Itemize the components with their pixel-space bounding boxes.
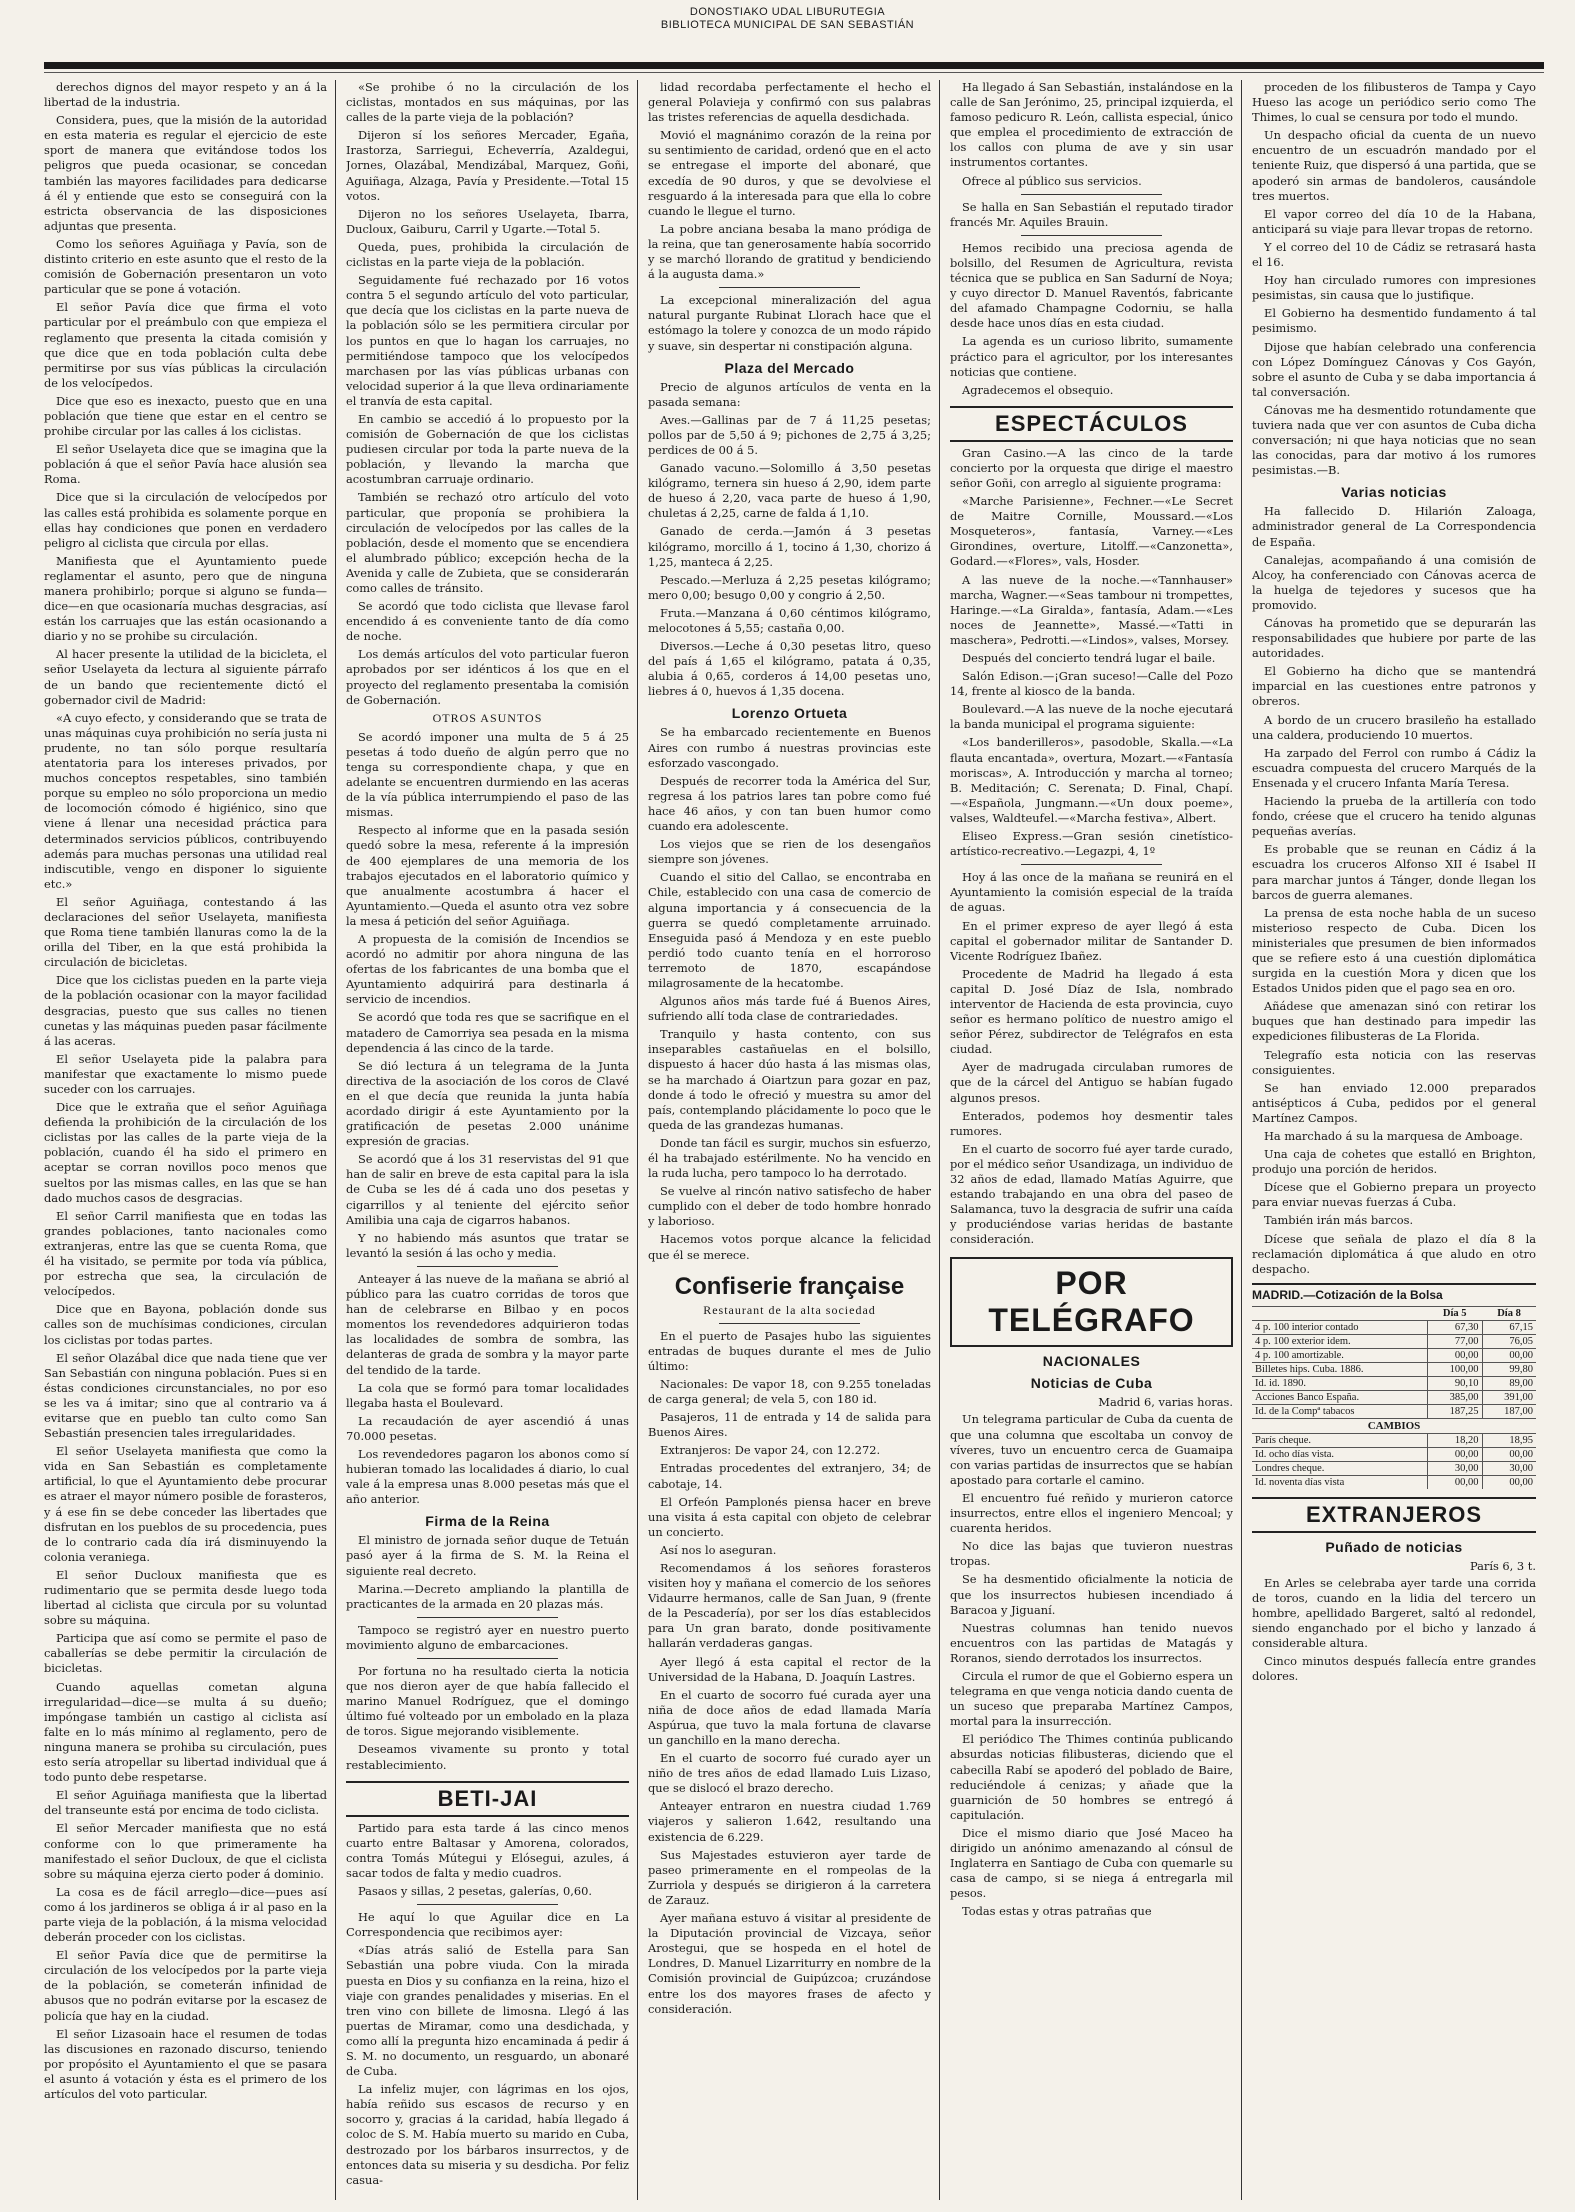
- paragraph: La agenda es un curioso librito, sumamente práctico para el agricultor, por los interesantes noticias que contiene.: [950, 334, 1233, 379]
- paragraph: Fruta.—Manzana á 0,60 céntimos kilógramo, melocotones á 5,55; castaña 0,00.: [648, 605, 931, 635]
- bolsa-row: [1252, 1461, 1536, 1475]
- paragraph: Dice el mismo diario que José Maceo ha dirigido un anónimo amenazando al cónsul de Inglaterra en Santiago de Cuba con quemarle su casa de campo, si se niega á entregarla mil pesos.: [950, 1825, 1233, 1901]
- paragraph: Se acordó que á los 31 reservistas del 91 que han de salir en breve de esta capital para la isla de Cuba se les dé á cada uno dos pesetas y cigarrillos y al teniente del ejército señor Amilibia una caja de cigarros habanos.: [346, 1152, 629, 1227]
- paragraph: derechos dignos del mayor respeto y an á la libertad de la industria.: [44, 80, 327, 110]
- paragraph: La infeliz mujer, con lágrimas en los ojos, había reñido sus escasos de recurso y en socorro y, gracias á la caridad, había llegado á coloc de S. M. Había muerto su marido en Cuba, destrozado por los bárbaros insurrectos, y de entonces data su miseria y su desdicha. Por feliz casua-: [346, 2082, 629, 2187]
- bolsa-row-value: 00,00: [1427, 1475, 1482, 1489]
- ad-confiserie-francaise: Confiserie française: [674, 1272, 905, 1300]
- paragraph: Dice que le extraña que el señor Aguiñaga defienda la prohibición de la circulación de los ciclistas por las calles de la parte vieja de la población, cuando él ha sido el primero en aceptar se corran novillos poco menos que sueltos por las mismas calles, en las que se han dado muchos casos de desgracias.: [44, 1100, 327, 1205]
- library-name-basque: DONOSTIAKO UDAL LIBURUTEGIA: [689, 6, 886, 18]
- paragraph: Cánovas me ha desmentido rotundamente que tuviera nada que ver con asuntos de Cuba dicha conversación; ni que haya noticias que no sean las conocidas, para dar motivo á los rumores pesimistas.—B.: [1252, 402, 1536, 478]
- paragraph: También se rechazó otro artículo del voto particular, que proponía se prohibiera la circulación de velocípedos por las calles de la población, desde el momento que se encendiera el alumbrado público; excepción hecha de la Avenida y calle de Zubieta, que se considerarán como calles de tránsito.: [346, 490, 629, 595]
- heading-plaza-mercado: Plaza del Mercado: [724, 359, 855, 376]
- paragraph: Ha zarpado del Ferrol con rumbo á Cádiz la escuadra compuesta del crucero Marqués de la Ensenada y el crucero Infanta María Teresa.: [1252, 745, 1536, 790]
- ad-confiserie-subtitle: Restaurant de la alta sociedad: [703, 1302, 876, 1317]
- paragraph: He aquí lo que Aguilar dice en La Correspondencia que recibimos ayer:: [346, 1910, 629, 1940]
- paragraph: La cola que se formó para tomar localidades llegaba hasta el Boulevard.: [346, 1380, 629, 1410]
- paragraph: Se ha embarcado recientemente en Buenos Aires con rumbo á nuestras provincias este esforzado vascongado.: [648, 725, 931, 770]
- paragraph: «Los banderilleros», pasodoble, Skalla.—«La flauta encantada», overtura, Mozart.—«Fantasía moriscas», A. Introducción y marcha al torneo; B. Meditación; C. Serenata; D. Final, Chapí.—«Española, Jungmann.—«Un doux poeme», valses, Waldteufel.—«Marcha festiva», Albert.: [950, 735, 1233, 825]
- bolsa-row: [1252, 1475, 1536, 1489]
- paragraph: «Días atrás salió de Estella para San Sebastián una pobre viuda. Con la mirada puesta en Dios y su confianza en la reina, hizo el viaje con grandes penalidades y miserias. En el tren vino con billete de limosna. Llegó á las puertas de Miramar, como una desdichada, y como allí la pregunta hizo encaminada á pedir á S. M. no documento, un resguardo, un abonaré de Cuba.: [346, 1943, 629, 2079]
- paragraph: Al hacer presente la utilidad de la bicicleta, el señor Uselayeta da lectura al siguiente párrafo de un bando que recientemente dictó el gobernador civil de Madrid:: [44, 647, 327, 707]
- paragraph: Queda, pues, prohibida la circulación de ciclistas en la parte vieja de la población.: [346, 239, 629, 270]
- paragraph: Movió el magnánimo corazón de la reina por su sentimiento de caridad, ordenó que en el acto se entregase el importe del abonaré, que excedía de 90 duros, y que se devolviese el resguardo á la interesada para que ella lo cobre cuando le llegue el turno.: [648, 128, 931, 218]
- paragraph: El señor Uselayeta manifiesta que como la vida en San Sebastián es completamente artificial, lo que el Ayuntamiento debe procurar es atraer el mayor número posible de forasteros, y á ese fin se debe conceder las libertades que disfrutan en los pueblos de su procedencia, pues de lo contrario cada día irá disminuyendo la colonia veraniega.: [44, 1444, 327, 1564]
- bolsa-row-value: 00,00: [1427, 1447, 1482, 1461]
- paragraph: lidad recordaba perfectamente el hecho el general Polavieja y confirmó con sus palabras las tristes referencias de aquella desdichada.: [648, 80, 931, 125]
- top-rule: [44, 62, 1544, 69]
- paragraph: El señor Carril manifiesta que en todas las grandes poblaciones, tanto nacionales como extranjeras, entre las que se cuenta Roma, que él ha visitado, se permite por toda vía pública, por estrecha que sea, la circulación de velocípedos.: [44, 1208, 327, 1299]
- bolsa-row: [1252, 1390, 1536, 1404]
- paragraph: Agradecemos el obsequio.: [962, 382, 1114, 397]
- paragraph: Es probable que se reunan en Cádiz á la escuadra los cruceros Alfonso XII é Isabel II para marchar juntos á Tánger, donde llegan los barcos de guerra alemanes.: [1252, 842, 1536, 902]
- bolsa-row-value: 18,20: [1427, 1433, 1482, 1447]
- bolsa-header-day5: Día 5: [1427, 1306, 1482, 1320]
- paragraph: proceden de los filibusteros de Tampa y Cayo Hueso las acoge un periódico serio como The Thimes, lo cual se censura por todo el mundo.: [1252, 80, 1536, 125]
- separator: [1021, 235, 1163, 236]
- paragraph: Añádese que amenazan sinó con retirar los buques que han destinado para impedir las expediciones filibusteras de La Florida.: [1252, 999, 1536, 1044]
- column-4: [950, 80, 1242, 2200]
- paragraph: Nuestras columnas han tenido nuevos encuentros con las partidas de Matagás y Roranos, siendo derrotados los insurrectos.: [950, 1620, 1233, 1665]
- bolsa-row-label: París cheque.: [1252, 1433, 1427, 1447]
- bolsa-row-value: 77,00: [1427, 1334, 1482, 1348]
- paragraph: Participa que así como se permite el paso de caballerías se debe permitir la circulación de bicicletas.: [44, 1631, 327, 1676]
- bolsa-row-value: 30,00: [1427, 1461, 1482, 1475]
- bolsa-row-value: 89,00: [1482, 1376, 1536, 1390]
- paragraph: Ganado vacuno.—Solomillo á 3,50 pesetas kilógramo, ternera sin hueso á 2,90, idem parte de hueso á 2,20, vaca parte de hueso á 1,90, chuletas á 2,25, carne de falda á 1,10.: [648, 461, 931, 521]
- paragraph: Por fortuna no ha resultado cierta la noticia que nos dieron ayer de que había fallecido el marino Manuel Rodríguez, que el domingo último fué volteado por un embolado en la plaza de toros. Sigue mejorando visiblemente.: [346, 1664, 629, 1739]
- paragraph: El señor Pavía dice que firma el voto particular por el preámbulo con que empieza el reglamento que presenta la citada comisión y que dice que en toda población culta debe permitirse por sus vías públicas la circulación de los velocípedos.: [44, 300, 327, 390]
- bolsa-row: [1252, 1362, 1536, 1376]
- paragraph: Haciendo la prueba de la artillería con todo fondo, créese que el crucero ha tenido algunas pequeñas averías.: [1252, 794, 1536, 839]
- paragraph: Eliseo Express.—Gran sesión cinetístico-artístico-recreativo.—Legazpi, 4, 1º: [950, 829, 1233, 859]
- paragraph: Dícese que señala de plazo el día 8 la reclamación diplomática á que aludo en otro despacho.: [1252, 1231, 1536, 1276]
- dateline: Madrid 6, varias horas.: [1098, 1395, 1233, 1410]
- paragraph: Un telegrama particular de Cuba da cuenta de que una columna que escoltaba un convoy de víveres, tuvo un encuentro cerca de Guamaipa con varias partidas de insurrectos que se habían apostado para cortarle el camino.: [950, 1412, 1233, 1487]
- paragraph: Circula el rumor de que el Gobierno espera un telegrama en que venga noticia dando cuenta de un suceso que preparaba Martínez Campos, mortal para la insurrección.: [950, 1668, 1233, 1729]
- column-5: [1252, 80, 1544, 2200]
- paragraph: Pasajeros, 11 de entrada y 14 de salida para Buenos Aires.: [648, 1410, 931, 1440]
- paragraph: Extranjeros: De vapor 24, con 12.272.: [660, 1443, 881, 1458]
- bolsa-row: [1252, 1320, 1536, 1334]
- newspaper-page: [44, 80, 1544, 2200]
- paragraph: La cosa es de fácil arreglo—dice—pues así como á los jardineros se obliga á ir al paso en la parte vieja de la población, á la misma velocidad deberán proceder con los ciclistas.: [44, 1884, 327, 1945]
- paragraph: Precio de algunos artículos de venta en la pasada semana:: [648, 379, 931, 409]
- paragraph: Seguidamente fué rechazado por 16 votos contra 5 el segundo artículo del voto particular, que decía que los ciclistas en la parte nueva de la población sólo se les permitiera circular por los puntos en que lo hagan los carruajes, no permitiéndose tampoco que los velocípedos marchasen por las vías públicas urbanas con velocidad superior á la que lleva ordinariamente el tranvía de esta capital.: [346, 273, 629, 408]
- paragraph: Se dió lectura á un telegrama de la Junta directiva de la asociación de los coros de Clavé en el que decía que reunida la junta había acordado dirigir á este Ayuntamiento por la gratificación de pesetas 2.000 unánime expresión de gracias.: [346, 1058, 629, 1149]
- paragraph: Se acordó imponer una multa de 5 á 25 pesetas á todo dueño de algún perro que no tenga su correspondiente chapa, y que en adelante se encuentren durmiendo en las aceras de la vía pública interrumpiendo el paso de las mismas.: [346, 729, 629, 820]
- paragraph: No dice las bajas que tuvieron nuestras tropas.: [950, 1539, 1233, 1569]
- dateline: París 6, 3 t.: [1469, 1558, 1536, 1573]
- paragraph: También irán más barcos.: [1264, 1213, 1414, 1228]
- paragraph: El Gobierno ha dicho que se mantendrá imparcial en las cuestiones entre patronos y obreros.: [1252, 664, 1536, 709]
- paragraph: Dijeron sí los señores Mercader, Egaña, Irastorza, Sarriegui, Echeverría, Azaldegui, Jornes, Olazábal, Mendizábal, Marquez, Goñi, Aguiñaga, Alzaga, Pavía y Presidente.—Total 15 votos.: [346, 128, 629, 203]
- cambios-heading: CAMBIOS: [1252, 1418, 1536, 1433]
- paragraph: Cuando el sitio del Callao, se encontraba en Chile, establecido con una casa de comercio de alguna importancia y á consecuencia de la guerra se quedó completamente arruinado. Enseguida pasó á Mendoza y en este pueblo perdió todo cuanto tenía en el horroroso terremoto de 1870, escapándose milagrosamente de la hecatombe.: [648, 870, 931, 990]
- bolsa-row: [1252, 1376, 1536, 1390]
- paragraph: Hoy á las once de la mañana se reunirá en el Ayuntamiento la comisión especial de la traída de aguas.: [950, 870, 1233, 915]
- paragraph: Salón Edison.—¡Gran suceso!—Calle del Pozo 14, frente al kiosco de la banda.: [950, 669, 1233, 699]
- library-name-spanish: BIBLIOTECA MUNICIPAL DE SAN SEBASTIÁN: [660, 19, 915, 31]
- paragraph: Anteayer entraron en nuestra ciudad 1.769 viajeros y salieron 1.642, resultando una existencia de 6.229.: [648, 1799, 931, 1844]
- paragraph: A bordo de un crucero brasileño ha estallado una caldera, produciendo 10 muertos.: [1252, 712, 1536, 742]
- paragraph: Boulevard.—A las nueve de la noche ejecutará la banda municipal el programa siguiente:: [950, 702, 1233, 732]
- paragraph: «A cuyo efecto, y considerando que se trata de unas máquinas cuya prohibición no sería justa ni prudente, no tan sólo porque resultaría atentatoria para los intereses privados, por muchos conceptos respetables, sino también porque su empleo no sólo proporciona un medio de locomoción cómodo é higiénico, sino que viene á llenar una necesidad práctica para determinados servicios públicos, contribuyendo además para muchas personas una utilidad real indiscutible, vengo en disponer lo siguiente etc.»: [44, 710, 327, 891]
- bolsa-header-blank: [1252, 1306, 1427, 1320]
- heading-noticias-cuba: Noticias de Cuba: [1030, 1375, 1153, 1392]
- paragraph: Hoy han circulado rumores con impresiones pesimistas, sin causa que lo justifique.: [1252, 273, 1536, 303]
- paragraph: La recaudación de ayer ascendió á unas 70.000 pesetas.: [346, 1413, 629, 1443]
- paragraph: Dice que eso es inexacto, puesto que en una población que tiene que estar en el centro se prohibe circular por las calles á los ciclistas.: [44, 393, 327, 439]
- bolsa-row-value: 187,00: [1482, 1404, 1536, 1418]
- bolsa-row-label: Id. ocho días vista.: [1252, 1447, 1427, 1461]
- paragraph: Como los señores Aguiñaga y Pavía, son de distinto criterio en este asunto que el resto de la comisión de Gobernación presentaron un voto particular que se pone á votación.: [44, 236, 327, 297]
- heading-punado-noticias: Puñado de noticias: [1325, 1538, 1463, 1555]
- bolsa-row-value: 67,15: [1482, 1320, 1536, 1334]
- paragraph: El señor Aguiñaga manifiesta que la libertad del transeunte está por encima de todo ciclista.: [44, 1788, 327, 1818]
- separator: [719, 1323, 861, 1324]
- heading-espectaculos: ESPECTÁCULOS: [950, 406, 1233, 442]
- paragraph: El señor Uselayeta pide la palabra para manifestar que exactamente lo mismo puede suceder con los carruajes.: [44, 1051, 327, 1096]
- bolsa-row-label: Id. de la Compª tabacos: [1252, 1404, 1427, 1418]
- paragraph: Ha llegado á San Sebastián, instalándose en la calle de San Jerónimo, 25, principal izquierda, el famoso pedicuro R. León, callista especial, único que emplea el procedimiento de extracción de los callos con pluma de ave y sin usar instrumentos cortantes.: [950, 80, 1233, 170]
- paragraph: La excepcional mineralización del agua natural purgante Rubinat Llorach hace que el estómago la tolere y conozca de un modo rápido y suave, sin despertar ni constipación alguna.: [648, 293, 931, 353]
- bolsa-row-label: 4 p. 100 exterior idem.: [1252, 1334, 1427, 1348]
- bolsa-row-label: Acciones Banco España.: [1252, 1390, 1427, 1404]
- paragraph: El señor Olazábal dice que nada tiene que ver San Sebastián con ninguna población. Pues si en éstas condiciones circunstanciales, no por eso se les va á imitar; sino que al contrario va á evitarse que en pueblo tan culto como San Sebastián presencien tales irregularidades.: [44, 1350, 327, 1441]
- paragraph: El señor Uselayeta dice que se imagina que la población á que el señor Pavía hace alusión sea Roma.: [44, 442, 327, 487]
- heading-nacionales: NACIONALES: [1042, 1353, 1141, 1370]
- paragraph: Recomendamos á los señores forasteros visiten hoy y mañana el comercio de los señores Vidaurre hermanos, calle de San Juan, 9 (frente de la Pescadería), por ser los días establecidos para Un gran barato, donde positivamente hallarán verdaderas gangas.: [648, 1560, 931, 1651]
- paragraph: Ha marchado á su la marquesa de Amboage.: [1264, 1129, 1523, 1143]
- paragraph: Y no habiendo más asuntos que tratar se levantó la sesión á las ocho y media.: [346, 1230, 629, 1260]
- bolsa-row-value: 67,30: [1427, 1320, 1482, 1334]
- paragraph: Anteayer á las nueve de la mañana se abrió al público para las cuatro corridas de toros que han de celebrarse en Bilbao y en pocos momentos los revendedores adquirieron todas las localidades de sombra de sombra, las delanteras de grada de sombra y la mayor parte del tendido de la tarde.: [346, 1271, 629, 1377]
- bolsa-row-value: 187,25: [1427, 1404, 1482, 1418]
- paragraph: Canalejas, acompañando á una comisión de Alcoy, ha conferenciado con Cánovas acerca de la huelga de tejedores y sucesos que ha promovido.: [1252, 552, 1536, 612]
- paragraph: Dice que los ciclistas pueden en la parte vieja de la población ocasionar con la mayor facilidad desgracias, puesto que sus calles no tienen cunetas y las máquinas pueden pasar fácilmente á las aceras.: [44, 973, 327, 1048]
- paragraph: El encuentro fué reñido y murieron catorce insurrectos, entre ellos el ingeniero Mencoal; y cuarenta heridos.: [950, 1490, 1233, 1536]
- paragraph: La prensa de esta noche habla de un suceso misterioso respecto de Cuba. Dicen los ministeriales que presumen de bien informados que se refiere esto á una cuestión diplomática surgida en la cuestión Mora y dicen que los Estados Unidos piden que el pago sea en oro.: [1252, 905, 1536, 996]
- bolsa-row-value: 90,10: [1427, 1376, 1482, 1390]
- paragraph: Después del concierto tendrá lugar el baile.: [962, 651, 1216, 665]
- paragraph: En Arles se celebraba ayer tarde una corrida de toros, cuando en la lidia del tercero un hombre, apellidado Bargeret, saltó al redondel, siendo enganchado por el bicho y lanzado á considerable altura.: [1252, 1575, 1536, 1651]
- bolsa-row: [1252, 1404, 1536, 1418]
- paragraph: Respecto al informe que en la pasada sesión quedó sobre la mesa, referente á la impresión de 400 ejemplares de una memoria de los trabajos ejecutados en el laboratorio químico y que anualmente acostumbra á hacer el Ayuntamiento.—Queda el asunto otra vez sobre la mesa á petición del señor Aguiñaga.: [346, 823, 629, 928]
- bolsa-row-label: Billetes hips. Cuba. 1886.: [1252, 1362, 1427, 1376]
- paragraph: Marina.—Decreto ampliando la plantilla de practicantes de la armada en 20 plazas más.: [346, 1581, 629, 1611]
- paragraph: Dijose que habían celebrado una conferencia con López Domínguez Cánovas y Cos Gayón, sobre el asunto de Cuba y se daba importancia á tal conversación.: [1252, 339, 1536, 399]
- paragraph: Dijeron no los señores Uselayeta, Ibarra, Ducloux, Gaiburu, Carril y Ugarte.—Total 5.: [346, 206, 629, 236]
- paragraph: Ha fallecido D. Hilarión Zaloaga, administrador general de La Correspondencia de España.: [1252, 504, 1536, 549]
- heading-lorenzo-ortueta: Lorenzo Ortueta: [731, 705, 848, 722]
- paragraph: Ayer de madrugada circulaban rumores de que de la cárcel del Antiguo se habían fugado algunos presos.: [950, 1060, 1233, 1105]
- paragraph: Los viejos que se rien de los desengaños siempre son jóvenes.: [648, 837, 931, 867]
- bolsa-header-day8: Día 8: [1482, 1306, 1536, 1320]
- paragraph: Enterados, podemos hoy desmentir tales rumores.: [950, 1108, 1233, 1138]
- bolsa-row-value: 391,00: [1482, 1390, 1536, 1404]
- separator: [417, 1266, 559, 1267]
- separator: [719, 287, 861, 288]
- separator: [417, 1904, 559, 1905]
- paragraph: Procedente de Madrid ha llegado á esta capital D. José Díaz de Isla, nombrado interventor de Hacienda de esta provincia, cuyo señor es hermano político de nuestro amigo el señor Pérez, subdirector de Telégrafos en esta ciudad.: [950, 966, 1233, 1057]
- paragraph: El señor Pavía dice que de permitirse la circulación de los velocípedos por la parte vieja de la población, se cometerán infinidad de abusos que no podrán evitarse por la escasez de policía que hay en la ciudad.: [44, 1948, 327, 2023]
- heading-beti-jai: BETI-JAI: [346, 1781, 629, 1817]
- separator: [1021, 864, 1163, 865]
- paragraph: Se acordó que toda res que se sacrifique en el matadero de Camorriya sea pesada en la misma dependencia á las cinco de la tarde.: [346, 1010, 629, 1055]
- paragraph: A propuesta de la comisión de Incendios se acordó no admitir por ahora ninguna de las ofertas de los fabricantes de una bomba que el Ayuntamiento adquirirá para destinarla á servicio de incendios.: [346, 931, 629, 1007]
- paragraph: En el cuarto de socorro fué curada ayer una niña de doce años de edad llamada María Aspúrua, que tuvo la mala fortuna de clavarse un ganchillo en la mano derecha.: [648, 1687, 931, 1747]
- paragraph: Se ha desmentido oficialmente la noticia de que los insurrectos hubiesen incendiado á Baracoa y Jiguaní.: [950, 1572, 1233, 1617]
- library-stamp: [0, 6, 1575, 32]
- paragraph: Dice que en Bayona, población donde sus calles son de muchísimas condiciones, circulan los ciclistas por todas partes.: [44, 1302, 327, 1347]
- bolsa-table: [1252, 1306, 1536, 1489]
- paragraph: En cambio se accedió á lo propuesto por la comisión de Gobernación de que los ciclistas pudiesen circular por toda la parte nueva de la población, y llevando la marcha que acostumbran carruaje ordinario.: [346, 411, 629, 487]
- paragraph: En el primer expreso de ayer llegó á esta capital el gobernador militar de Santander D. Vicente Rodríguez Ibañez.: [950, 918, 1233, 963]
- paragraph: Tranquilo y hasta contento, con sus inseparables castañuelas en el bolsillo, dispuesto á hacer dúo hasta á las mismas olas, se ha marchado á Oiartzun para gozar en paz, donde á todo le ofreció y muestra su amor del país, contemplando plácidamente lo poco que le queda de las grandezas humanas.: [648, 1027, 931, 1132]
- bolsa-row-value: 30,00: [1482, 1461, 1536, 1475]
- paragraph: En el cuarto de socorro fué ayer tarde curado, por el médico señor Usandizaga, un individuo de 32 años de edad, llamado Matías Aguirre, que estando trabajando en una obra del paseo de Salamanca, tuvo la desgracia de sufrir una caída y produciéndose varias heridas de bastante consideración.: [950, 1141, 1233, 1247]
- paragraph: Un despacho oficial da cuenta de un nuevo encuentro de un escuadrón mandado por el teniente Ruiz, que dispersó á una partida, que se apoderó sin armas de bandoleros, causándole tres muertos.: [1252, 128, 1536, 203]
- heading-firma-reina: Firma de la Reina: [425, 1513, 550, 1530]
- paragraph: «Se prohibe ó no la circulación de los ciclistas, montados en sus máquinas, por las calles de la parte vieja de la población?: [346, 80, 629, 125]
- paragraph: Los demás artículos del voto particular fueron aprobados por ser idénticos á los que en el proyecto del reglamento presentaba la comisión de Gobernación.: [346, 647, 629, 707]
- paragraph: El señor Mercader manifiesta que no está conforme con lo que primeramente ha manifestado el señor Ducloux, de que el ciclista sobre su máquina ejerza cierto poder á dominio.: [44, 1821, 327, 1881]
- bolsa-row-label: Id. id. 1890.: [1252, 1376, 1427, 1390]
- separator: [1021, 194, 1163, 195]
- paragraph: Aves.—Gallinas par de 7 á 11,25 pesetas; pollos par de 5,50 á 9; pichones de 2,75 á 3,25; perdices de 00 á 5.: [648, 412, 931, 457]
- paragraph: En el puerto de Pasajes hubo las siguientes entradas de buques durante el mes de Julio último:: [648, 1328, 931, 1373]
- bolsa-title: MADRID.—Cotización de la Bolsa: [1252, 1283, 1536, 1302]
- paragraph: Ayer llegó á esta capital el rector de la Universidad de la Habana, D. Joaquín Lastres.: [648, 1654, 931, 1684]
- bolsa-row-value: 385,00: [1427, 1390, 1482, 1404]
- paragraph: Ayer mañana estuvo á visitar al presidente de la Diputación provincial de Vizcaya, señor Arostegui, que se hospeda en el hotel de Londres, D. Manuel Lizarriturry en nombre de la Comisión provincial de Guipúzcoa; cruzándose entre los dos mayores frases de afecto y consideración.: [648, 1911, 931, 2016]
- paragraph: Nacionales: De vapor 18, con 9.255 toneladas de carga general; de vela 5, con 180 id.: [648, 1376, 931, 1407]
- column-2: [346, 80, 638, 2200]
- paragraph: El señor Lizasoain hace el resumen de todas las discusiones en razonado discurso, teniendo por propósito el Ayuntamiento el que se pasara el asunto á votación y ésta es el primero de los artículos del voto particular.: [44, 2026, 327, 2101]
- bolsa-row-label: 4 p. 100 amortizable.: [1252, 1348, 1427, 1362]
- bolsa-row-value: 00,00: [1427, 1348, 1482, 1362]
- paragraph: Una caja de cohetes que estalló en Brighton, produjo una porción de heridos.: [1252, 1147, 1536, 1177]
- paragraph: El periódico The Thimes continúa publicando absurdas noticias filibusteras, diciendo que el cabecilla Rabí se apoderó del poblado de Baire, reduciéndole á cenizas; y añade que la guarnición de 50 hombres se entregó á capitulación.: [950, 1732, 1233, 1822]
- paragraph: Algunos años más tarde fué á Buenos Aires, sufriendo allí toda clase de contrariedades.: [648, 994, 931, 1024]
- separator: [417, 1658, 559, 1659]
- paragraph: Manifiesta que el Ayuntamiento puede reglamentar el asunto, pero que de ninguna manera prohibirlo; porque si alguno se funda—dice—en que ocasionaría muchas desgracias, así están los carruajes que las están ocasionando a diario y no se prohibe su circulación.: [44, 553, 327, 644]
- paragraph: Pescado.—Merluza á 2,25 pesetas kilógramo; mero 0,00; besugo 0,00 y congrio á 2,50.: [648, 572, 931, 602]
- paragraph: La pobre anciana besaba la mano pródiga de la reina, que tan generosamente había socorrido y se marchó llorando de gratitud y bendiciendo á la augusta dama.»: [648, 221, 931, 282]
- paragraph: Cuando aquellas cometan alguna irregularidad—dice—se multa á su dueño; impóngase también un castigo al ciclista así falte en lo más mínimo al reglamento, pero de ninguna manera se prohiba su circulación, pues esto sería atropellar su libertad individual que á todo punto debe respetarse.: [44, 1679, 327, 1785]
- paragraph: Cánovas ha prometido que se depurarán las responsabilidades que hubiere por parte de las autoridades.: [1252, 616, 1536, 661]
- paragraph: Cinco minutos después fallecía entre grandes dolores.: [1252, 1654, 1536, 1684]
- paragraph: Hacemos votos porque alcance la felicidad que él se merece.: [648, 1232, 931, 1262]
- bolsa-row-value: 76,05: [1482, 1334, 1536, 1348]
- paragraph: Después de recorrer toda la América del Sur, regresa á los patrios lares tan pobre como fué hace 46 años, y con tan buen humor como cuando era adolescente.: [648, 773, 931, 834]
- column-1: [44, 80, 336, 2200]
- paragraph: Todas estas y otras patrañas que: [962, 1904, 1152, 1919]
- paragraph: Gran Casino.—A las cinco de la tarde concierto por la orquesta que dirige el maestro señor Goñi, con arreglo al siguiente programa:: [950, 445, 1233, 490]
- paragraph: Entradas procedentes del extranjero, 34; de cabotaje, 14.: [648, 1461, 931, 1491]
- top-thin-rule: [44, 72, 1544, 73]
- bolsa-row-value: 00,00: [1482, 1475, 1536, 1489]
- paragraph: A las nueve de la noche.—«Tannhauser» marcha, Wagner.—«Seas tambour ni trompettes, Haringe.—«La Giralda», fantasía, Adam.—«Les noces de Jeannette», Massé.—«Tatti in maschera», Pedrotti.—«Lindos», valses, Morsey.: [950, 572, 1233, 647]
- paragraph: Sus Majestades estuvieron ayer tarde de paseo primeramente en el rompeolas de la Zurriola y después se dirigieron á la carretera de Zarauz.: [648, 1847, 931, 1907]
- paragraph: Pasaos y sillas, 2 pesetas, galerías, 0,60.: [358, 1884, 592, 1899]
- bolsa-row-value: 99,80: [1482, 1362, 1536, 1376]
- bolsa-row-label: 4 p. 100 interior contado: [1252, 1320, 1427, 1334]
- paragraph: Hemos recibido una preciosa agenda de bolsillo, del Resumen de Agricultura, revista técnica que se publica en San Sadurní de Noya; y cuyo director D. Manuel Raventós, fabricante del afamado Champagne Codorniu, se halla desde hace unos días en esta ciudad.: [950, 240, 1233, 331]
- paragraph: El Orfeón Pamplonés piensa hacer en breve una visita á esta capital con objeto de celebrar un concierto.: [648, 1494, 931, 1539]
- paragraph: El Gobierno ha desmentido fundamento á tal pesimismo.: [1252, 306, 1536, 336]
- paragraph: Dice que si la circulación de velocípedos por las calles está prohibida es solamente porque en ellas hay condiciones que ponen en verdadero peligro al ciclista que circula por ellas.: [44, 490, 327, 550]
- paragraph: En el cuarto de socorro fué curado ayer un niño de tres años de edad llamado Luis Lizaso, que se dislocó el brazo derecho.: [648, 1751, 931, 1796]
- paragraph: Así nos lo aseguran.: [660, 1542, 777, 1557]
- bolsa-row-value: 00,00: [1482, 1348, 1536, 1362]
- separator: [417, 1617, 559, 1618]
- bolsa-row-label: Londres cheque.: [1252, 1461, 1427, 1475]
- paragraph: Diversos.—Leche á 0,30 pesetas litro, queso del país á 1,65 el kilógramo, patata á 0,35, alubia á 0,65, corderos á 14,00 pesetas uno, liebres á 0, huevos á 1,35 docena.: [648, 639, 931, 699]
- heading-varias-noticias: Varias noticias: [1341, 484, 1447, 501]
- paragraph: Ganado de cerda.—Jamón á 3 pesetas kilógramo, morcillo á 1, tocino á 1,30, chorizo á 1,25, manteca á 2,25.: [648, 524, 931, 569]
- bolsa-row: [1252, 1433, 1536, 1447]
- bolsa-row-value: 00,00: [1482, 1447, 1536, 1461]
- bolsa-row-value: 100,00: [1427, 1362, 1482, 1376]
- heading-por-telegrafo: POR TELÉGRAFO: [950, 1257, 1233, 1347]
- paragraph: Telegrafío esta noticia con las reservas consiguientes.: [1252, 1047, 1536, 1077]
- bolsa-row: [1252, 1348, 1536, 1362]
- bolsa-row: [1252, 1447, 1536, 1461]
- paragraph: El vapor correo del día 10 de la Habana, anticipará su viaje para llevar tropas de retorno.: [1252, 206, 1536, 236]
- paragraph: Se vuelve al rincón nativo satisfecho de haber cumplido con el deber de todo hombre honrado y laborioso.: [648, 1184, 931, 1229]
- paragraph: El señor Ducloux manifiesta que es rudimentario que se permita desde luego toda libertad al ciclista que circula por su voluntad sobre su máquina.: [44, 1567, 327, 1628]
- paragraph: Donde tan fácil es surgir, muchos sin esfuerzo, él ha trabajado estérilmente. No ha vencido en la ruda lucha, pero tampoco lo ha derrotado.: [648, 1135, 931, 1181]
- paragraph: Y el correo del 10 de Cádiz se retrasará hasta el 16.: [1252, 239, 1536, 270]
- heading-extranjeros: EXTRANJEROS: [1252, 1497, 1536, 1533]
- paragraph: «Marche Parisienne», Fechner.—«Le Secret de Maitre Cornille, Moussard.—«Los Mosqueteros», fantasía, Varney.—«Les Girondines, overture, Litolff.—«Canzonetta», Godard.—«Flores», vals, Hosder.: [950, 494, 1233, 569]
- bolsa-row: [1252, 1334, 1536, 1348]
- paragraph: Deseamos vivamente su pronto y total restablecimiento.: [346, 1742, 629, 1772]
- paragraph: Se han enviado 12.000 preparados antisépticos á Cuba, pedidos por el general Martínez Campos.: [1252, 1080, 1536, 1125]
- section-subheading-otros-asuntos: OTROS ASUNTOS: [432, 710, 543, 725]
- bolsa-row-label: Id. noventa días vista: [1252, 1475, 1427, 1489]
- paragraph: El ministro de jornada señor duque de Tetuán pasó ayer á la firma de S. M. la Reina el siguiente real decreto.: [346, 1533, 629, 1578]
- paragraph: Tampoco se registró ayer en nuestro puerto movimiento alguno de embarcaciones.: [346, 1622, 629, 1652]
- paragraph: Se acordó que todo ciclista que llevase farol encendido á es conveniente tanto de día como de noche.: [346, 599, 629, 644]
- paragraph: Ofrece al público sus servicios.: [962, 173, 1142, 188]
- paragraph: Se halla en San Sebastián el reputado tirador francés Mr. Aquiles Brauin.: [950, 199, 1233, 229]
- paragraph: Considera, pues, que la misión de la autoridad en esta materia es regular el ejercicio de este sport de manera que evitándose todos los peligros que pueda ocasionar, se concedan también las mayores facilidades para dedicarse á él y entiende que esto se conseguirá con la estricta observancia de las disposiciones adjuntas que presenta.: [44, 113, 327, 233]
- bolsa-row-value: 18,95: [1482, 1433, 1536, 1447]
- paragraph: Dícese que el Gobierno prepara un proyecto para enviar nuevas fuerzas á Cuba.: [1252, 1180, 1536, 1210]
- column-3: [648, 80, 940, 2200]
- paragraph: El señor Aguiñaga, contestando á las declaraciones del señor Uselayeta, manifiesta que Roma tiene también llanuras como la de la orilla del Tiber, en la que está prohibida la circulación de bicicletas.: [44, 894, 327, 970]
- paragraph: Partido para esta tarde á las cinco menos cuarto entre Baltasar y Amorena, colorados, contra Tomás Mútegui y Elósegui, azules, á sacar todos de falta y medio cuadros.: [346, 1820, 629, 1880]
- paragraph: Los revendedores pagaron los abonos como sí hubieran tomado las localidades á diario, lo cual vale á la empresa unas 8.000 pesetas más que el año anterior.: [346, 1446, 629, 1507]
